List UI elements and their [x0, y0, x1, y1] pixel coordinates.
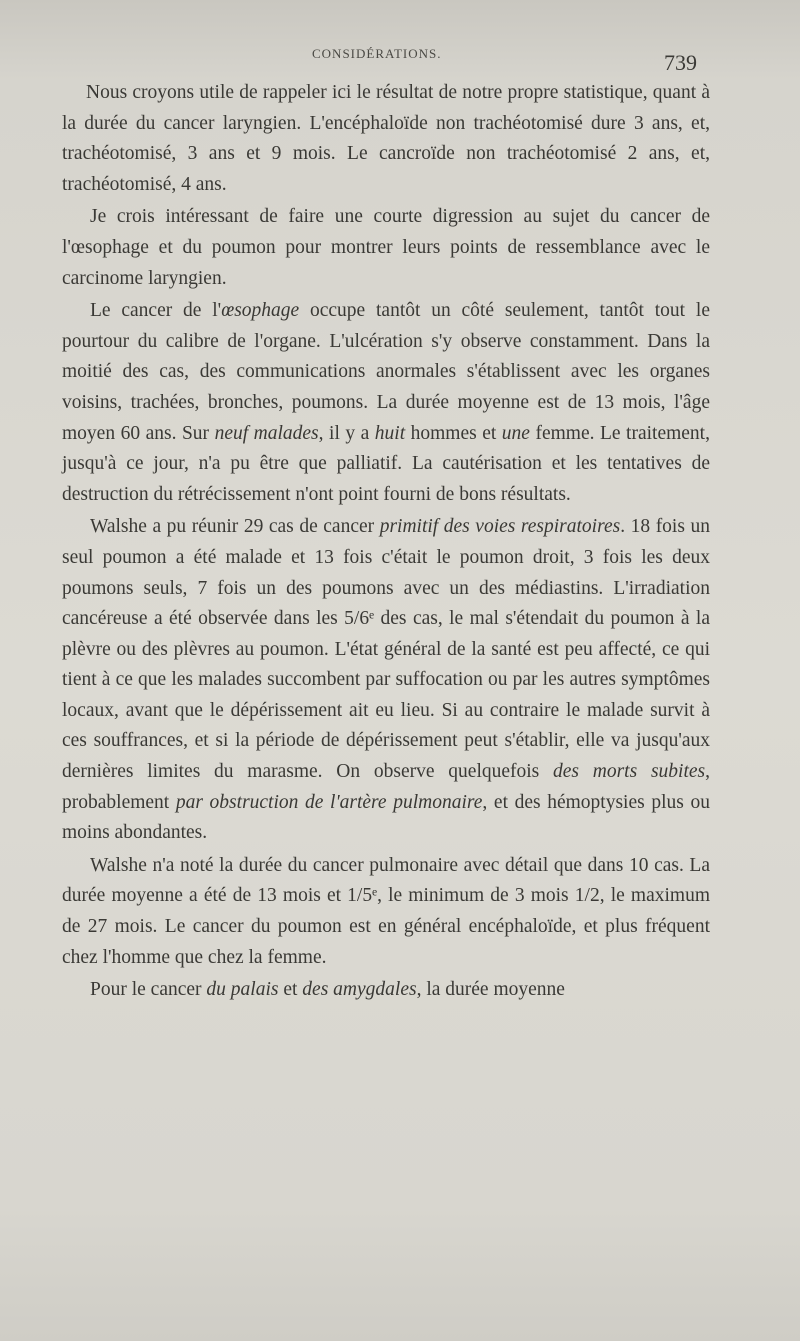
text-run: , et des hémoptysies plus ou moins abondantes. — [62, 791, 710, 844]
italic-text: des morts subites — [553, 761, 706, 783]
italic-text: une — [501, 422, 530, 444]
page-number: 739 — [664, 50, 697, 75]
text-run: , la durée moyenne — [416, 979, 565, 1001]
paragraph — [62, 296, 710, 510]
italic-text: par obstruction de l'artère pulmonaire — [175, 791, 483, 813]
italic-text: huit — [374, 422, 406, 444]
text-run: , il y a — [318, 422, 375, 444]
paragraph — [62, 851, 710, 973]
text-run: , probablement — [62, 761, 710, 813]
text-run: Le cancer de l' — [90, 300, 222, 322]
paragraph — [62, 78, 710, 200]
italic-text: neuf malades — [214, 422, 319, 444]
text-run: Walshe n'a noté la durée du cancer pulmonaire avec détail que dans 10 cas. La durée moyenne a été de 13 mois et 1/5ᵉ, le minimum de 3 mois 1/2, le maximum de 27 mois. Le cancer du poumon est en général encéphaloïde, et plus fréquent chez l'homme que chez la femme. — [62, 854, 710, 968]
body-text — [62, 78, 710, 1008]
italic-text: œsophage — [221, 300, 300, 322]
text-run: Je crois intéressant de faire une courte digression au sujet du cancer de l'œsophage et du poumon pour montrer leurs points de ressemblance avec le carcinome laryngien. — [62, 206, 710, 289]
text-run: Walshe a pu réunir 29 cas de cancer — [90, 516, 380, 538]
text-run: Pour le cancer — [90, 979, 207, 1001]
paragraph — [62, 202, 710, 294]
italic-text: du palais — [206, 979, 279, 1001]
paragraph — [62, 512, 710, 849]
italic-text: primitif des voies respiratoires — [379, 516, 621, 538]
text-run: . 18 fois un seul poumon a été malade et 13 fois c'était le poumon droit, 3 fois les deux poumons seuls, 7 fois un des poumons avec un des médiastins. L'irradiation cancéreuse a été observée dans les 5/6ᵉ des cas, le mal s'étendait du poumon à la plèvre ou des plèvres au poumon. L'état général de la santé est peu affecté, ce qui tient à ce que les malades succombent par suffocation ou par les autres symptômes locaux, avant que le dépérissement ait eu lieu. Si au contraire le malade survit à ces souffrances, et si la période de dépérissement peut s'établir, elle va jusqu'aux dernières limites du marasme. On observe quelquefois — [62, 516, 710, 783]
text-run: et — [278, 979, 303, 1001]
paragraph — [62, 975, 710, 1006]
text-run: hommes et — [405, 422, 502, 444]
running-head: CONSIDÉRATIONS. — [312, 46, 442, 61]
text-run: Nous croyons utile de rappeler ici le résultat de notre propre statistique, quant à la durée du cancer laryngien. L'encéphaloïde non trachéotomisé dure 3 ans, et, trachéotomisé, 3 ans et 9 mois. Le cancroïde non trachéotomisé 2 ans, et, trachéotomisé, 4 ans. — [62, 82, 710, 195]
italic-text: des amygdales — [302, 979, 417, 1001]
text-run: occupe tantôt un côté seulement, tantôt tout le pourtour du calibre de l'organe. L'ulcération s'y observe constamment. Dans la moitié des cas, des communications anormales s'établissent avec les organes voisins, trachées, bronches, poumons. La durée moyenne est de 13 mois, l'âge moyen 60 ans. Sur — [62, 300, 710, 444]
page-header — [0, 38, 800, 78]
text-run: femme. Le traitement, jusqu'à ce jour, n'a pu être que palliatif. La cautérisation et les tentatives de destruction du rétrécissement n'ont point fourni de bons résultats. — [62, 422, 710, 505]
